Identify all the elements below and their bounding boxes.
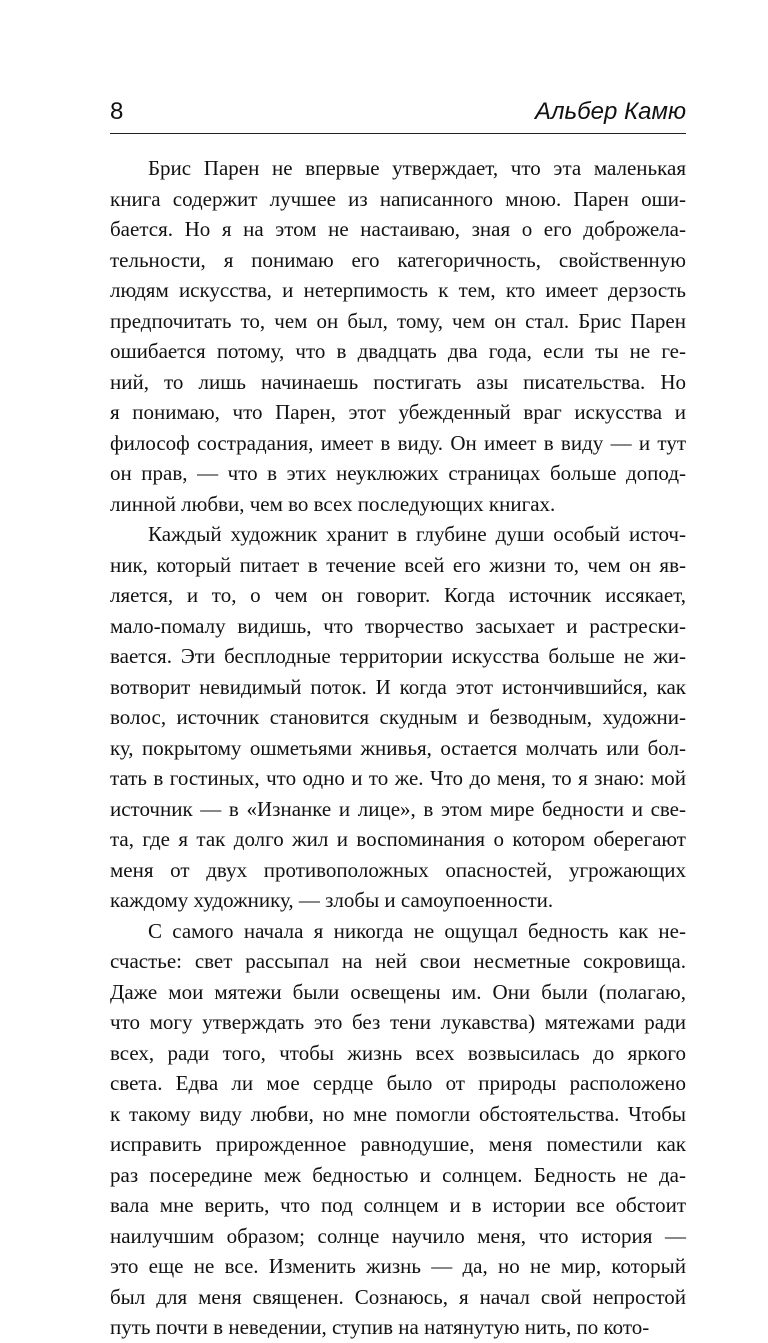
text-line: каждому художнику, — злобы и самоупоенности. — [110, 888, 554, 912]
paragraph — [110, 519, 686, 916]
text-line: меня от двух противоположных опасностей, угрожающих — [110, 857, 686, 882]
page-number: 8 — [110, 98, 124, 125]
text-line: счастье: свет рассыпал на ней свои несметные сокровища. — [110, 949, 686, 973]
text-line: ляется, и то, о чем он говорит. Когда источник иссякает, — [110, 583, 686, 607]
text-line: тельности, я понимаю его категоричность, свойственную — [110, 247, 686, 272]
running-head — [110, 98, 686, 132]
text-line: вотворит невидимый поток. И когда этот истончившийся, как — [110, 674, 686, 699]
text-line: Каждый художник хранит в глубине души особый источ- — [148, 522, 686, 546]
text-line: Даже мои мятежи были освещены им. Они были (полагаю, — [110, 979, 686, 1004]
text-line: я понимаю, что Парен, этот убежденный враг искусства и — [110, 400, 686, 424]
text-line: Брис Парен не впервые утверждает, что эта маленькая — [148, 156, 686, 180]
text-line: мало-помалу видишь, что творчество засыхает и растрески- — [110, 613, 686, 638]
text-line: это еще не все. Изменить жизнь — да, но не мир, который — [110, 1254, 686, 1278]
text-line: ний, то лишь начинаешь постигать азы писательства. Но — [110, 369, 686, 394]
body-text — [110, 153, 686, 1343]
text-line: ник, который питает в течение всей его жизни то, чем он яв- — [110, 552, 686, 577]
text-line: людям искусства, и нетерпимость к тем, кто имеет дерзость — [110, 278, 686, 302]
text-line: волос, источник становится скудным и безводным, художни- — [110, 705, 686, 729]
text-line: наилучшим образом; солнце научило меня, что история — — [110, 1223, 686, 1248]
text-line: света. Едва ли мое сердце было от природы расположено — [110, 1071, 686, 1095]
text-line: вается. Эти бесплодные территории искусства больше не жи- — [110, 644, 686, 668]
text-line: та, где я так долго жил и воспоминания о котором оберегают — [110, 827, 686, 851]
paragraph — [110, 153, 686, 519]
text-line: что могу утверждать это без тени лукавства) мятежами ради — [110, 1010, 686, 1034]
text-line: источник — в «Изнанке и лице», в этом мире бедности и све- — [110, 796, 686, 821]
text-line: был для меня священен. Сознаюсь, я начал свой непростой — [110, 1284, 686, 1309]
text-line: вала мне верить, что под солнцем и в истории все обстоит — [110, 1193, 686, 1217]
text-line: тать в гостиных, что одно и то же. Что до меня, то я знаю: мой — [110, 766, 686, 790]
text-line: раз посередине меж бедностью и солнцем. Бедность не да- — [110, 1162, 686, 1187]
text-line: ку, покрытому ошметьями жнивья, остается молчать или бол- — [110, 735, 686, 760]
text-line: всех, ради того, чтобы жизнь всех возвысилась до яркого — [110, 1040, 686, 1065]
text-line: С самого начала я никогда не ощущал бедность как не- — [148, 918, 686, 943]
text-line: книга содержит лучшее из написанного мною. Парен оши- — [110, 186, 686, 211]
running-title: Альбер Камю — [534, 98, 686, 125]
text-line: ошибается потому, что в двадцать два года, если ты не ге- — [110, 339, 686, 363]
text-line: исправить прирожденное равнодушие, меня поместили как — [110, 1132, 686, 1156]
text-line: бается. Но я на этом не настаиваю, зная о его доброжела- — [110, 217, 686, 241]
text-line: предпочитать то, чем он был, тому, чем он стал. Брис Парен — [110, 308, 686, 333]
paragraph — [110, 916, 686, 1343]
text-line: он прав, — что в этих неуклюжих страницах больше допод- — [110, 461, 686, 485]
text-line: к такому виду любви, но мне помогли обстоятельства. Чтобы — [110, 1101, 686, 1126]
text-line: философ сострадания, имеет в виду. Он имеет в виду — и тут — [110, 430, 686, 455]
text-line: линной любви, чем во всех последующих книгах. — [110, 491, 556, 516]
header-rule — [110, 133, 686, 134]
text-line: путь почти в неведении, ступив на натянутую нить, по кото- — [110, 1315, 650, 1339]
